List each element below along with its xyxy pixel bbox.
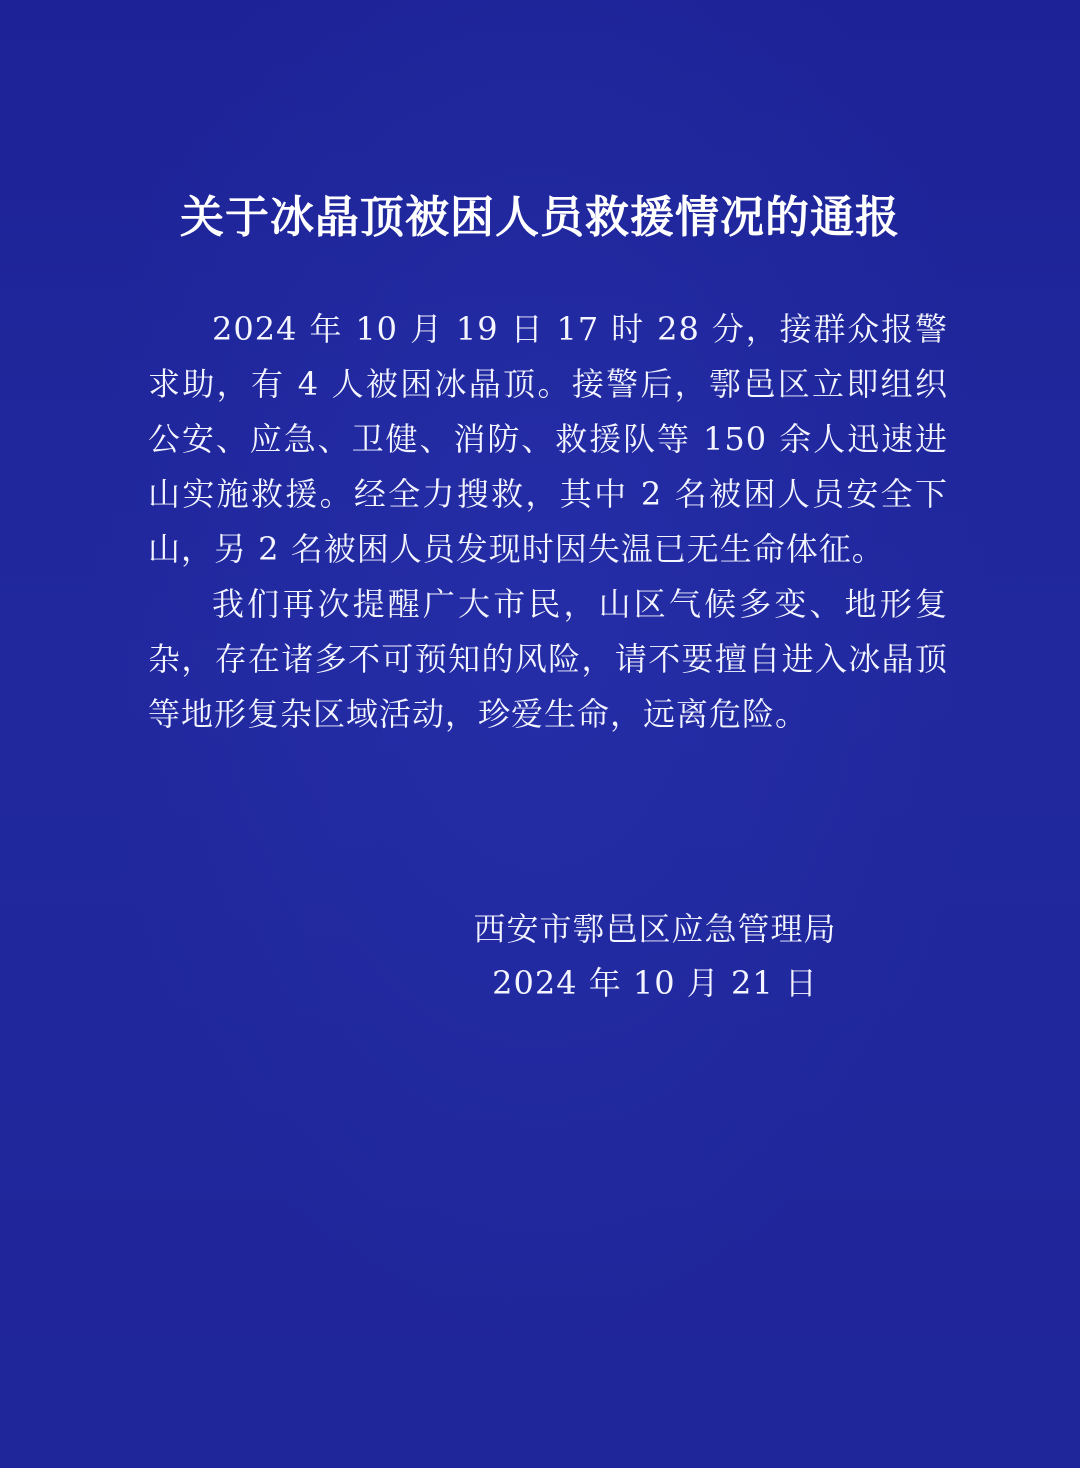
notice-paragraph-1: 2024 年 10 月 19 日 17 时 28 分，接群众报警求助，有 4 人被困冰晶顶。接警后，鄠邑区立即组织公安、应急、卫健、消防、救援队等 150 余人迅速进山实施救援。经全力搜救，其中 2 名被困人员安全下山，另 2 名被困人员发现时因失温已无生命体征。: [148, 310, 948, 568]
notice-title: 关于冰晶顶被困人员救援情况的通报: [180, 192, 900, 243]
issue-date: 2024 年 10 月 21 日: [492, 964, 818, 1002]
issuing-organization: 西安市鄠邑区应急管理局: [473, 910, 837, 948]
notice-paragraph-2: 我们再次提醒广大市民，山区气候多变、地形复杂，存在诸多不可预知的风险，请不要擅自进入冰晶顶等地形复杂区域活动，珍爱生命，远离危险。: [148, 585, 948, 733]
notice-body: [148, 302, 948, 742]
signature-block: [430, 902, 880, 1010]
